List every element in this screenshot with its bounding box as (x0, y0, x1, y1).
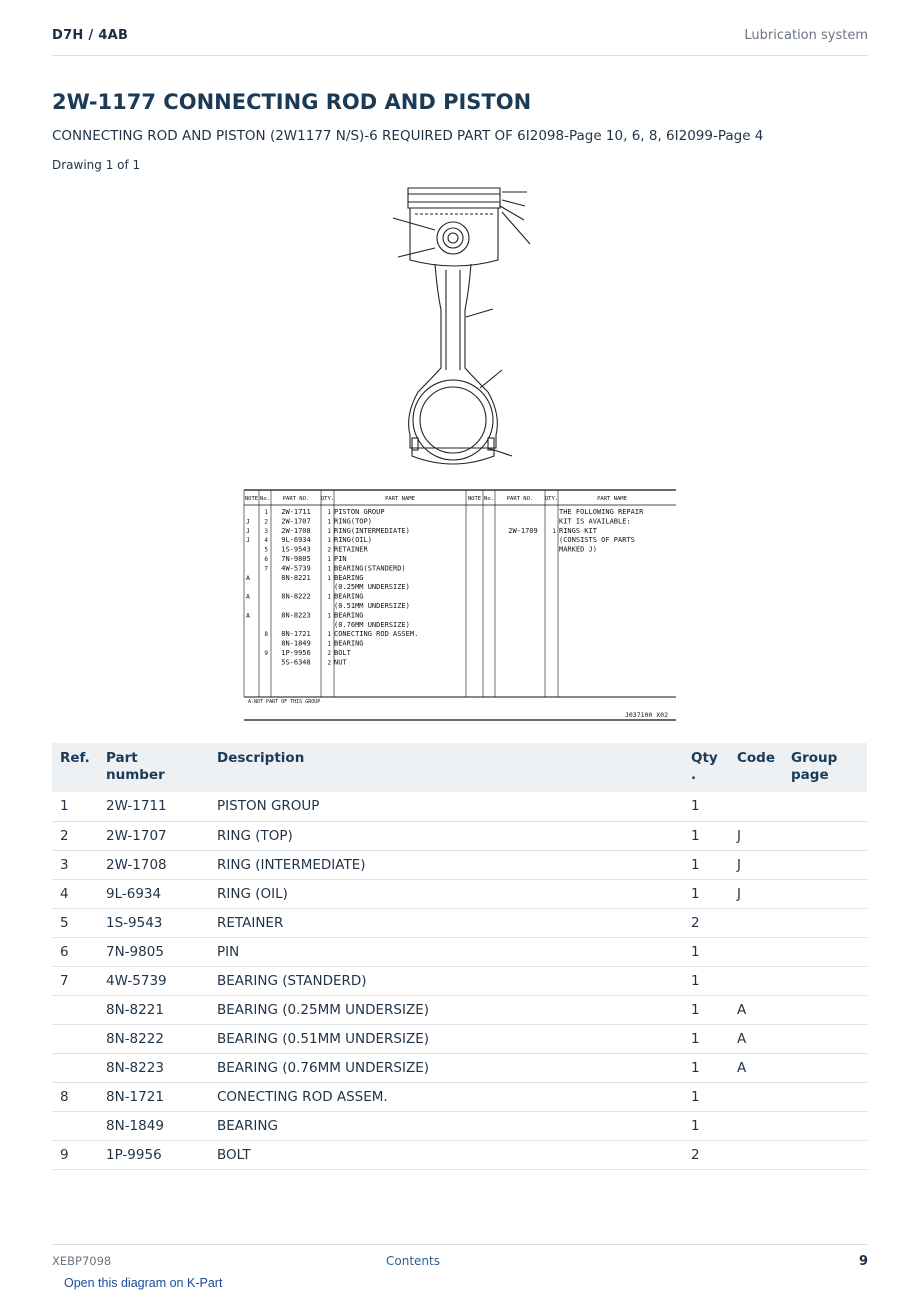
group-page-cell (783, 1111, 867, 1140)
qty-cell: 1 (683, 821, 729, 850)
drawing-footnote: A-NOT PART OF THIS GROUP (248, 699, 321, 705)
drawing-qty-cell: 1 (327, 574, 331, 582)
drawing-name-cell: RETAINER (334, 545, 368, 554)
drawing-no-cell: 9 (264, 650, 268, 657)
parts-drawing (240, 180, 680, 725)
drawing-name-cell: RING(INTERMEDIATE) (334, 526, 410, 535)
col-header-qty: Qty . (683, 743, 729, 792)
group-page-cell (783, 821, 867, 850)
code-cell (729, 1082, 783, 1111)
table-row (52, 821, 867, 850)
description-cell: RING (OIL) (209, 879, 683, 908)
model-label: D7H / 4AB (52, 28, 129, 43)
drawing-part-cell: 2W-1708 (281, 526, 311, 535)
drawing-header-cell: PART NAME (597, 496, 627, 502)
code-cell: J (729, 879, 783, 908)
drawing-no-cell: 8 (264, 631, 268, 639)
qty-cell: 2 (683, 1140, 729, 1169)
drawing-header-cell: No. (260, 496, 270, 502)
group-page-cell (783, 792, 867, 821)
qty-cell: 1 (683, 850, 729, 879)
drawing-no-cell: 6 (264, 556, 268, 563)
col-header-description: Description (209, 743, 683, 792)
ref-cell (52, 1053, 98, 1082)
qty-cell: 1 (683, 879, 729, 908)
group-page-cell (783, 879, 867, 908)
drawing-part-cell: 8N-8222 (281, 592, 311, 601)
ref-cell: 7 (52, 966, 98, 995)
drawing-repair-kit-qty: 1 (552, 527, 556, 535)
table-row (52, 1111, 867, 1140)
drawing-part-cell: 8N-8221 (281, 573, 311, 582)
part-number-cell: 8N-8221 (98, 995, 209, 1024)
open-kpart-link[interactable]: Open this diagram on K-Part (64, 1276, 223, 1290)
drawing-header-cell: No. (484, 496, 494, 502)
drawing-qty-cell: 2 (327, 650, 331, 657)
part-number-cell: 1S-9543 (98, 908, 209, 937)
description-cell: RETAINER (209, 908, 683, 937)
description-cell: BEARING (0.51MM UNDERSIZE) (209, 1024, 683, 1053)
parts-table (52, 743, 867, 1170)
drawing-label: Drawing 1 of 1 (52, 158, 141, 172)
drawing-no-cell: 5 (264, 546, 268, 554)
drawing-qty-cell: 1 (327, 640, 331, 648)
part-number-cell: 9L-6934 (98, 879, 209, 908)
drawing-note-cell: J (246, 526, 250, 535)
drawing-no-cell: 4 (264, 537, 268, 545)
ref-cell: 6 (52, 937, 98, 966)
drawing-part-cell: 7N-9805 (281, 555, 311, 563)
drawing-repair-note-line: MARKED J) (559, 545, 597, 554)
connecting-rod-illustration (393, 188, 530, 464)
code-cell: A (729, 995, 783, 1024)
part-number-cell: 1P-9956 (98, 1140, 209, 1169)
drawing-part-cell: 8N-8223 (281, 611, 311, 620)
drawing-part-cell: 4W-5739 (281, 564, 311, 573)
drawing-part-cell: 2W-1711 (281, 508, 311, 516)
drawing-repair-note-line: KIT IS AVAILABLE: (559, 517, 631, 526)
drawing-note-cell: A (246, 592, 250, 601)
group-page-cell (783, 1024, 867, 1053)
part-number-cell: 8N-1849 (98, 1111, 209, 1140)
drawing-qty-cell: 1 (327, 518, 331, 526)
drawing-no-cell: 3 (264, 527, 268, 535)
drawing-name-cell: (0.25MM UNDERSIZE) (334, 583, 410, 592)
part-number-cell: 8N-8223 (98, 1053, 209, 1082)
group-page-cell (783, 850, 867, 879)
ref-cell (52, 995, 98, 1024)
code-cell (729, 1111, 783, 1140)
part-number-cell: 2W-1711 (98, 792, 209, 821)
drawing-header-cell: PART NAME (385, 496, 415, 502)
drawing-repair-note-line: RINGS KIT (559, 526, 597, 535)
table-row (52, 792, 867, 821)
qty-cell: 2 (683, 908, 729, 937)
drawing-name-cell: PISTON GROUP (334, 508, 385, 516)
code-cell: A (729, 1053, 783, 1082)
col-header-code: Code (729, 743, 783, 792)
drawing-name-cell: PIN (334, 555, 347, 563)
drawing-header-cell: QTY. (544, 496, 559, 502)
group-page-cell (783, 908, 867, 937)
drawing-name-cell: BEARING (334, 592, 364, 601)
drawing-reference-code: J037100 X02 (624, 711, 668, 719)
document-id: XEBP7098 (52, 1254, 112, 1268)
group-page-cell (783, 1053, 867, 1082)
part-number-cell: 7N-9805 (98, 937, 209, 966)
contents-link[interactable]: Contents (386, 1254, 440, 1268)
col-header-ref: Ref. (52, 743, 98, 792)
drawing-name-cell: (0.76MM UNDERSIZE) (334, 620, 410, 629)
drawing-qty-cell: 1 (327, 537, 331, 545)
page-header (52, 28, 868, 56)
drawing-part-cell: 8N-1721 (281, 630, 311, 639)
part-number-cell: 8N-1721 (98, 1082, 209, 1111)
drawing-qty-cell: 1 (327, 509, 331, 516)
drawing-qty-cell: 2 (327, 546, 331, 554)
ref-cell: 3 (52, 850, 98, 879)
table-row (52, 879, 867, 908)
drawing-name-cell: BEARING (334, 573, 364, 582)
col-header-part-number: Part number (98, 743, 209, 792)
description-cell: PISTON GROUP (209, 792, 683, 821)
ref-cell: 5 (52, 908, 98, 937)
description-cell: BOLT (209, 1140, 683, 1169)
drawing-note-cell: J (246, 517, 250, 526)
ref-cell: 1 (52, 792, 98, 821)
drawing-qty-cell: 1 (327, 631, 331, 639)
drawing-header-cell: PART NO. (282, 496, 310, 502)
group-page-cell (783, 966, 867, 995)
qty-cell: 1 (683, 1111, 729, 1140)
drawing-note-cell: A (246, 611, 250, 620)
drawing-note-cell: A (246, 573, 250, 582)
section-label: Lubrication system (744, 28, 868, 43)
drawing-qty-cell: 1 (327, 527, 331, 535)
ref-cell: 4 (52, 879, 98, 908)
drawing-qty-cell: 1 (327, 593, 331, 601)
drawing-repair-kit-part: 2W-1709 (508, 526, 538, 535)
code-cell (729, 937, 783, 966)
description-cell: BEARING (0.76MM UNDERSIZE) (209, 1053, 683, 1082)
ref-cell (52, 1024, 98, 1053)
ref-cell (52, 1111, 98, 1140)
drawing-name-cell: BEARING (334, 639, 364, 648)
code-cell: J (729, 850, 783, 879)
qty-cell: 1 (683, 937, 729, 966)
drawing-header-cell: PART NO. (506, 496, 534, 502)
code-cell (729, 908, 783, 937)
drawing-name-cell: (0.51MM UNDERSIZE) (334, 602, 410, 610)
drawing-header-cell: NOTE (244, 496, 259, 502)
ref-cell: 8 (52, 1082, 98, 1111)
drawing-repair-note-line: THE FOLLOWING REPAIR (559, 508, 644, 516)
group-page-cell (783, 1140, 867, 1169)
table-row (52, 995, 867, 1024)
drawing-no-cell: 2 (264, 518, 268, 526)
drawing-header-cell: NOTE (467, 496, 482, 502)
drawing-name-cell: BEARING(STANDERD) (334, 564, 406, 573)
description-cell: BEARING (STANDERD) (209, 966, 683, 995)
table-row (52, 1053, 867, 1082)
table-row (52, 966, 867, 995)
group-page-cell (783, 995, 867, 1024)
table-row (52, 1140, 867, 1169)
qty-cell: 1 (683, 1082, 729, 1111)
code-cell: A (729, 1024, 783, 1053)
description-cell: RING (TOP) (209, 821, 683, 850)
description-cell: PIN (209, 937, 683, 966)
drawing-parts-list (244, 490, 676, 720)
part-number-cell: 2W-1708 (98, 850, 209, 879)
drawing-part-cell: 5S-6348 (281, 658, 311, 667)
code-cell (729, 1140, 783, 1169)
drawing-qty-cell: 1 (327, 565, 331, 573)
qty-cell: 1 (683, 1024, 729, 1053)
drawing-qty-cell: 1 (327, 556, 331, 563)
drawing-qty-cell: 2 (327, 659, 331, 667)
qty-cell: 1 (683, 995, 729, 1024)
ref-cell: 2 (52, 821, 98, 850)
drawing-part-cell: 1P-9956 (281, 649, 311, 657)
drawing-note-cell: J (246, 536, 250, 545)
page-subtitle: CONNECTING ROD AND PISTON (2W1177 N/S)-6 REQUIRED PART OF 6I2098-Page 10, 6, 8, 6I2099-Page 4 (52, 128, 764, 144)
table-row (52, 937, 867, 966)
qty-cell: 1 (683, 1053, 729, 1082)
table-row (52, 850, 867, 879)
table-header-row (52, 743, 867, 792)
code-cell (729, 966, 783, 995)
code-cell (729, 792, 783, 821)
page-number: 9 (858, 1254, 868, 1269)
ref-cell: 9 (52, 1140, 98, 1169)
group-page-cell (783, 1082, 867, 1111)
drawing-part-cell: 9L-6934 (281, 536, 311, 545)
drawing-name-cell: NUT (334, 658, 347, 667)
drawing-part-cell: 1S-9543 (281, 545, 311, 554)
table-row (52, 1082, 867, 1111)
description-cell: BEARING (209, 1111, 683, 1140)
table-row (52, 1024, 867, 1053)
page-footer (52, 1244, 868, 1274)
col-header-group-page: Group page (783, 743, 867, 792)
qty-cell: 1 (683, 966, 729, 995)
drawing-no-cell: 1 (264, 509, 268, 516)
qty-cell: 1 (683, 792, 729, 821)
drawing-header-cell: QTY. (320, 496, 335, 502)
drawing-name-cell: BOLT (334, 649, 351, 657)
drawing-name-cell: RING(TOP) (334, 517, 372, 526)
drawing-name-cell: BEARING (334, 611, 364, 620)
drawing-no-cell: 7 (264, 565, 268, 573)
part-number-cell: 8N-8222 (98, 1024, 209, 1053)
description-cell: BEARING (0.25MM UNDERSIZE) (209, 995, 683, 1024)
drawing-name-cell: CONECTING ROD ASSEM. (334, 630, 419, 639)
drawing-qty-cell: 1 (327, 612, 331, 620)
part-number-cell: 4W-5739 (98, 966, 209, 995)
drawing-repair-note-line: (CONSISTS OF PARTS (559, 536, 635, 545)
description-cell: RING (INTERMEDIATE) (209, 850, 683, 879)
drawing-part-cell: 2W-1707 (281, 517, 311, 526)
page-title: 2W-1177 CONNECTING ROD AND PISTON (52, 90, 532, 114)
description-cell: CONECTING ROD ASSEM. (209, 1082, 683, 1111)
part-number-cell: 2W-1707 (98, 821, 209, 850)
group-page-cell (783, 937, 867, 966)
drawing-part-cell: 8N-1849 (281, 639, 311, 648)
table-row (52, 908, 867, 937)
drawing-name-cell: RING(OIL) (334, 536, 372, 545)
code-cell: J (729, 821, 783, 850)
